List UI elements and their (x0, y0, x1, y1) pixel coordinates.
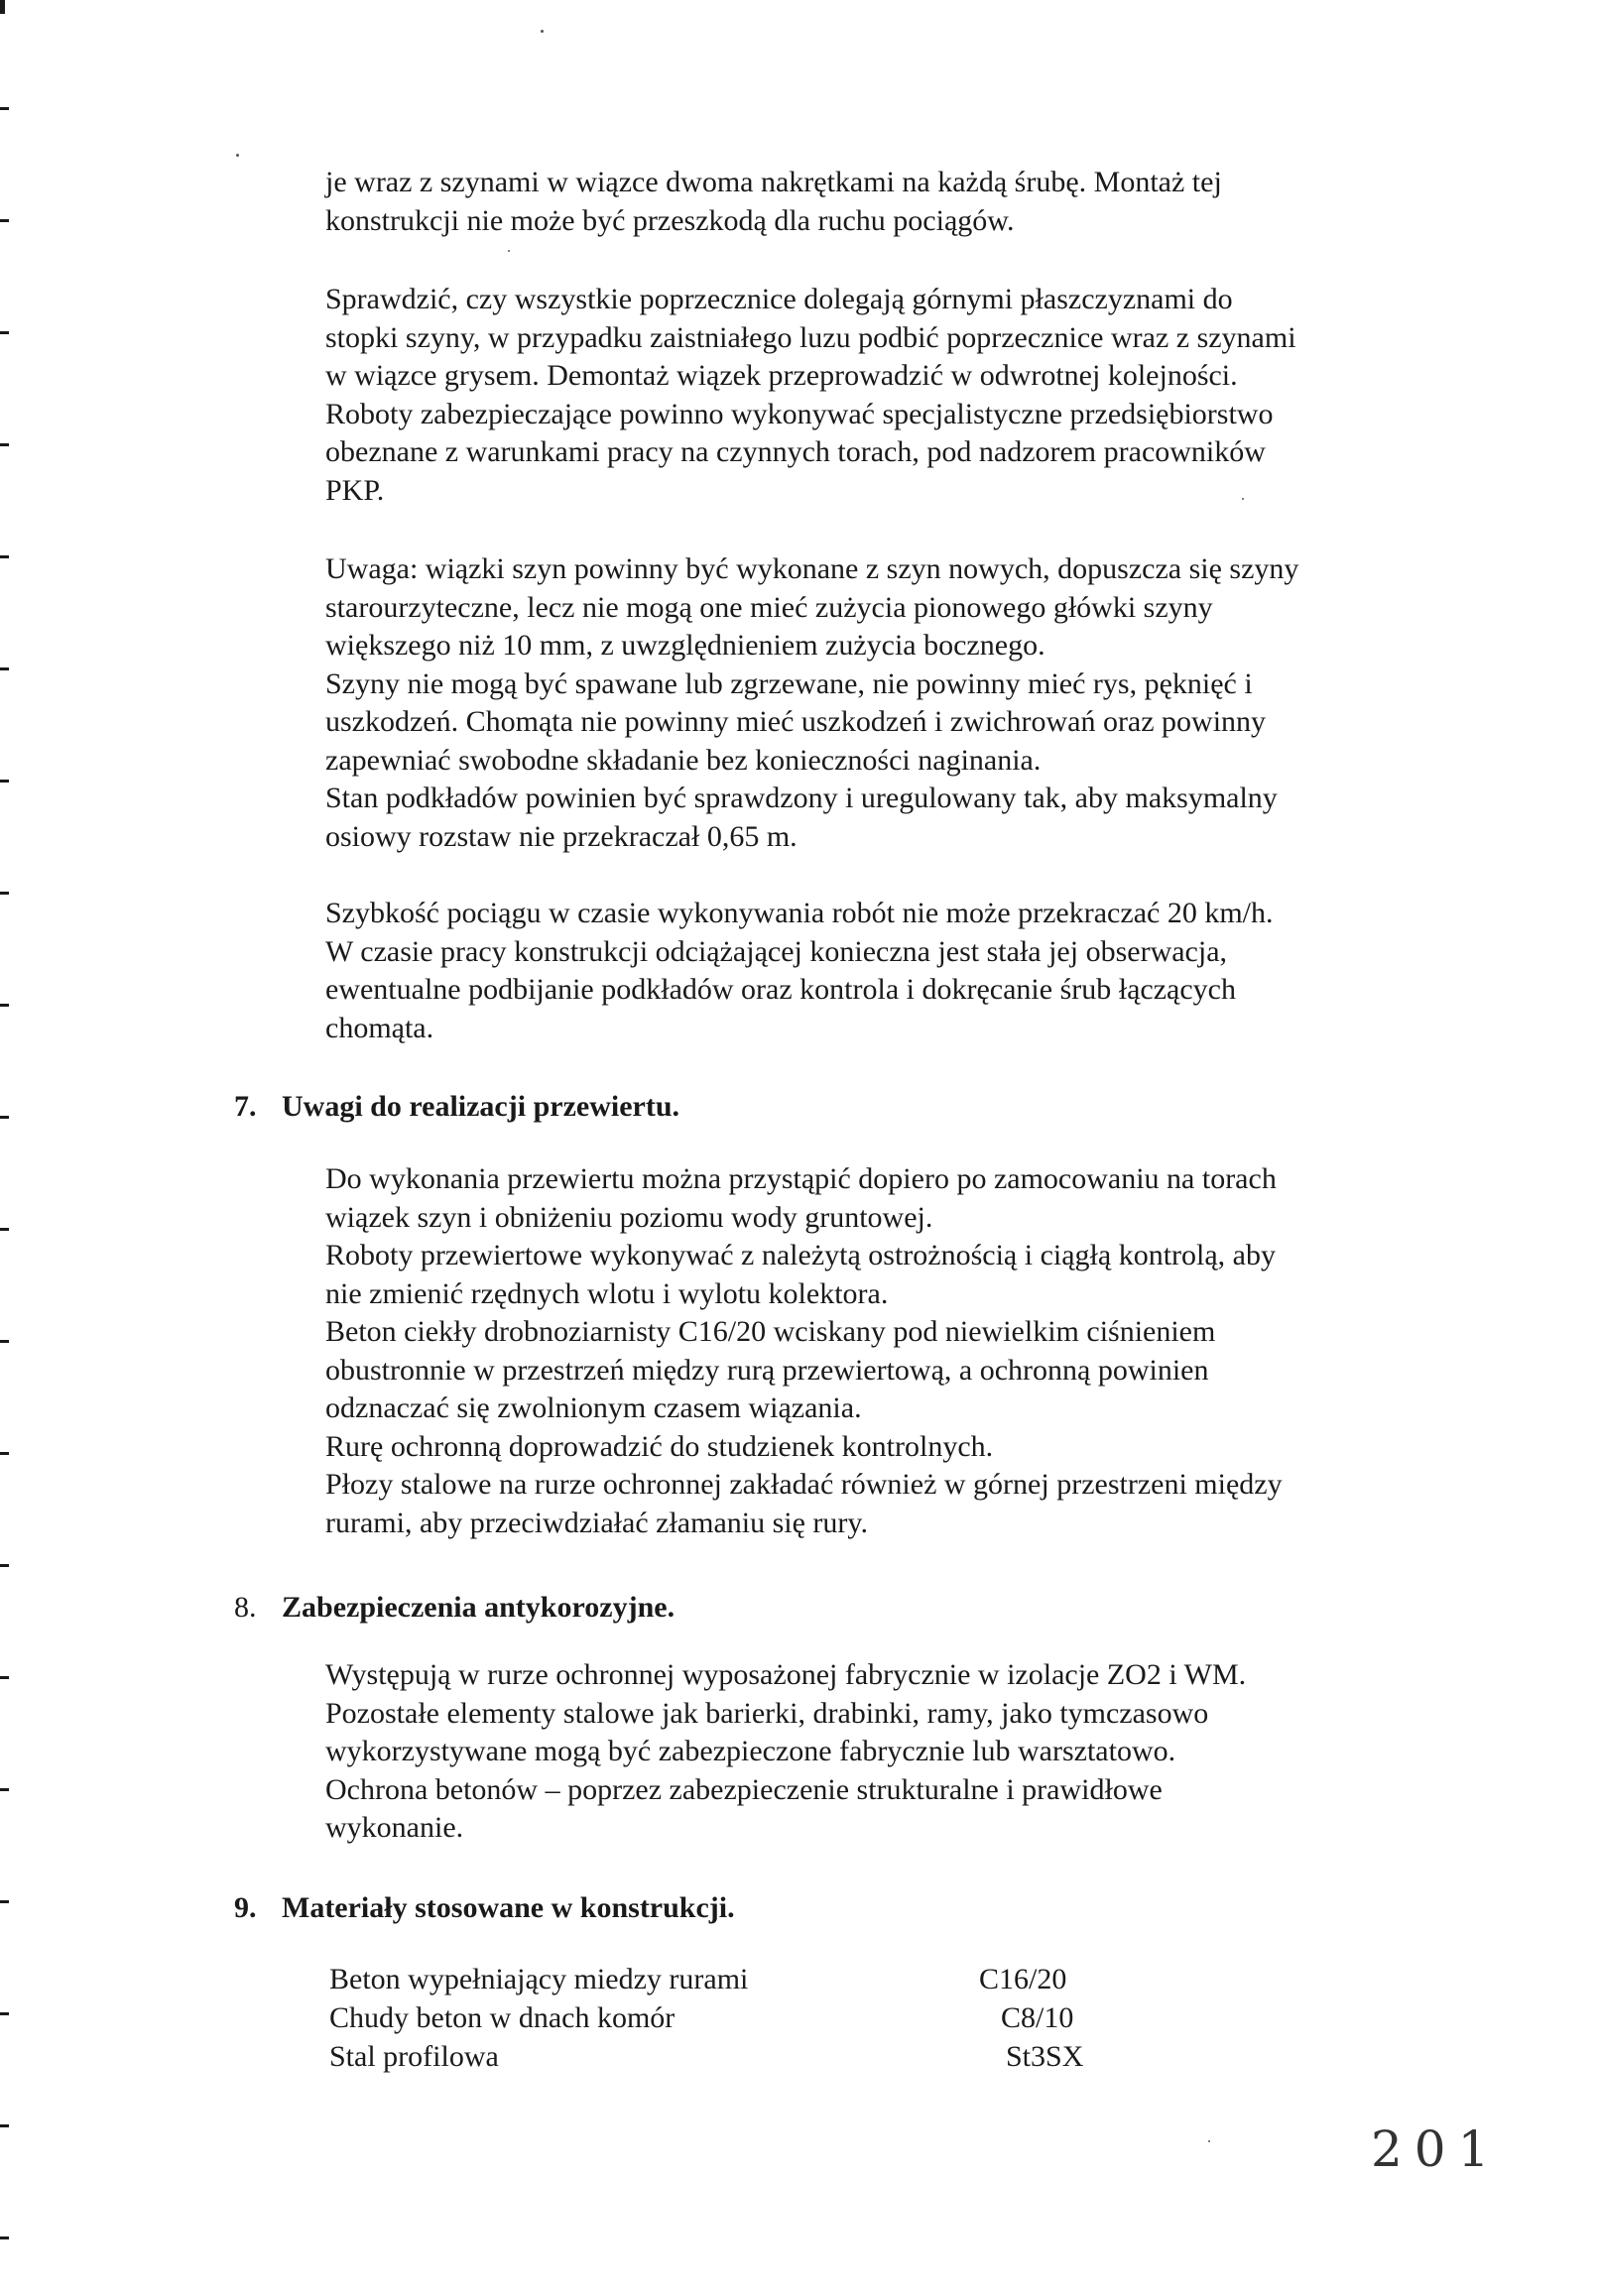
text-line: Sprawdzić, czy wszystkie poprzecznice dolegają górnymi płaszczyznami do (325, 283, 1233, 315)
text-line: W czasie pracy konstrukcji odciążającej konieczna jest stała jej obserwacja, (325, 934, 1228, 968)
paragraph-3 (325, 550, 1397, 856)
text-line: odznaczać się zwolnionym czasem wiązania. (325, 1391, 862, 1424)
text-line: chomąta. (325, 1011, 434, 1044)
scan-speck (1208, 2140, 1210, 2142)
text-line: starourzyteczne, lecz nie mogą one mieć zużycia pionowego główki szyny (325, 590, 1213, 624)
material-name: Chudy beton w dnach komór (329, 2001, 676, 2034)
text-line: Do wykonania przewiertu można przystąpić dopiero po zamocowaniu na torach (325, 1162, 1277, 1195)
text-line: rurami, aby przeciwdziałać złamaniu się rury. (325, 1506, 868, 1539)
text-line: obeznane z warunkami pracy na czynnych torach, pod nadzorem pracowników (325, 435, 1266, 468)
material-grade: C16/20 (979, 1963, 1067, 1995)
text-line: osiowy rozstaw nie przekraczał 0,65 m. (325, 819, 798, 853)
binding-mark (0, 107, 9, 110)
material-row (329, 1960, 1123, 1998)
binding-mark (0, 1564, 9, 1567)
text-line: Rurę ochronną doprowadzić do studzienek kontrolnych. (325, 1429, 994, 1463)
binding-mark (0, 780, 9, 783)
section-7-body (325, 1160, 1397, 1542)
section-7-number: 7. (234, 1090, 257, 1123)
text-line: Roboty zabezpieczające powinno wykonywać specjalistyczne przedsiębiorstwo (325, 397, 1274, 430)
binding-mark (0, 2124, 9, 2127)
material-name: Stal profilowa (329, 2040, 499, 2073)
binding-mark (0, 1228, 9, 1231)
binding-mark (0, 1788, 9, 1791)
text-line: Roboty przewiertowe wykonywać z należytą ostrożnością i ciągłą kontrolą, aby (325, 1239, 1276, 1271)
paragraph-2 (325, 281, 1397, 510)
text-line: zapewniać swobodne składanie bez konieczności naginania. (325, 743, 1042, 777)
binding-mark (0, 1340, 9, 1343)
text-line: konstrukcji nie może być przeszkodą dla ruchu pociągów. (325, 203, 1015, 237)
text-line: wykorzystywane mogą być zabezpieczone fabrycznie lub warsztatowo. (325, 1735, 1176, 1767)
text-line: Stan podkładów powinien być sprawdzony i uregulowany tak, aby maksymalny (325, 782, 1278, 814)
binding-mark (0, 2236, 9, 2239)
material-grade: C8/10 (1001, 2001, 1074, 2034)
material-grade: St3SX (1006, 2040, 1084, 2073)
text-line: nie zmienić rzędnych wlotu i wylotu kolektora. (325, 1276, 889, 1310)
text-line: PKP. (325, 473, 385, 507)
material-name: Beton wypełniający miedzy rurami (329, 1963, 749, 1995)
material-row (329, 2037, 1123, 2076)
section-7-heading (234, 1088, 679, 1126)
binding-mark (0, 443, 9, 446)
binding-mark (0, 1452, 9, 1455)
scan-speck (508, 250, 510, 252)
text-line: Występują w rurze ochronnej wyposażonej fabrycznie w izolacje ZO2 i WM. (325, 1658, 1247, 1691)
section-9-title: Materiały stosowane w konstrukcji. (282, 1891, 735, 1924)
binding-mark (0, 892, 9, 895)
text-line: Szybkość pociągu w czasie wykonywania robót nie może przekraczać 20 km/h. (325, 897, 1274, 929)
section-8-heading (234, 1589, 675, 1627)
paragraph-4 (325, 895, 1397, 1047)
text-line: Płozy stalowe na rurze ochronnej zakładać również w górnej przestrzeni między (325, 1468, 1283, 1501)
text-line: obustronnie w przestrzeń między rurą przewiertową, a ochronną powinien (325, 1353, 1209, 1387)
binding-mark (0, 1004, 9, 1007)
text-line: wykonanie. (325, 1811, 464, 1844)
text-line: w wiązce grysem. Demontaż wiązek przeprowadzić w odwrotnej kolejności. (325, 359, 1238, 392)
section-8-title: Zabezpieczenia antykorozyjne. (282, 1591, 676, 1624)
text-line: Pozostałe elementy stalowe jak barierki, drabinki, ramy, jako tymczasowo (325, 1696, 1209, 1730)
text-line: wiązek szyn i obniżeniu poziomu wody gruntowej. (325, 1200, 933, 1234)
text-line: Ochrona betonów – poprzez zabezpieczenie strukturalne i prawidłowe (325, 1772, 1163, 1806)
scan-speck (541, 30, 544, 33)
binding-mark (0, 667, 9, 670)
binding-mark (0, 219, 9, 222)
binding-mark (0, 1676, 9, 1679)
section-9-heading (234, 1889, 735, 1927)
binding-mark (0, 1116, 9, 1119)
section-8-number: 8. (234, 1591, 257, 1624)
section-9-number: 9. (234, 1891, 257, 1924)
text-line: większego niż 10 mm, z uwzględnieniem zużycia bocznego. (325, 629, 1045, 662)
materials-table (329, 1960, 1123, 2076)
material-row (329, 1998, 1123, 2037)
text-line: je wraz z szynami w wiązce dwoma nakrętkami na każdą śrubę. Montaż tej (325, 166, 1222, 198)
section-8-body (325, 1656, 1397, 1848)
scan-speck (236, 154, 239, 157)
text-line: Beton ciekły drobnoziarnisty C16/20 wciskany pod niewielkim ciśnieniem (325, 1315, 1216, 1348)
text-line: stopki szyny, w przypadku zaistniałego luzu podbić poprzecznice wraz z szynami (325, 320, 1296, 354)
section-7-title: Uwagi do realizacji przewiertu. (282, 1090, 680, 1123)
text-line: Szyny nie mogą być spawane lub zgrzewane, nie powinny mieć rys, pęknięć i (325, 666, 1253, 700)
binding-mark (0, 1900, 9, 1903)
binding-mark (0, 2012, 9, 2015)
scan-edge-mark (0, 0, 5, 14)
binding-mark (0, 331, 9, 334)
text-line: Uwaga: wiązki szyn powinny być wykonane z szyn nowych, dopuszcza się szyny (325, 552, 1299, 585)
binding-mark (0, 555, 9, 558)
text-line: uszkodzeń. Chomąta nie powinny mieć uszkodzeń i zwichrowań oraz powinny (325, 705, 1267, 738)
page-number: 201 (1371, 2120, 1502, 2178)
paragraph-1 (325, 164, 1397, 240)
text-line: ewentualne podbijanie podkładów oraz kontrola i dokręcanie śrub łączących (325, 973, 1236, 1006)
